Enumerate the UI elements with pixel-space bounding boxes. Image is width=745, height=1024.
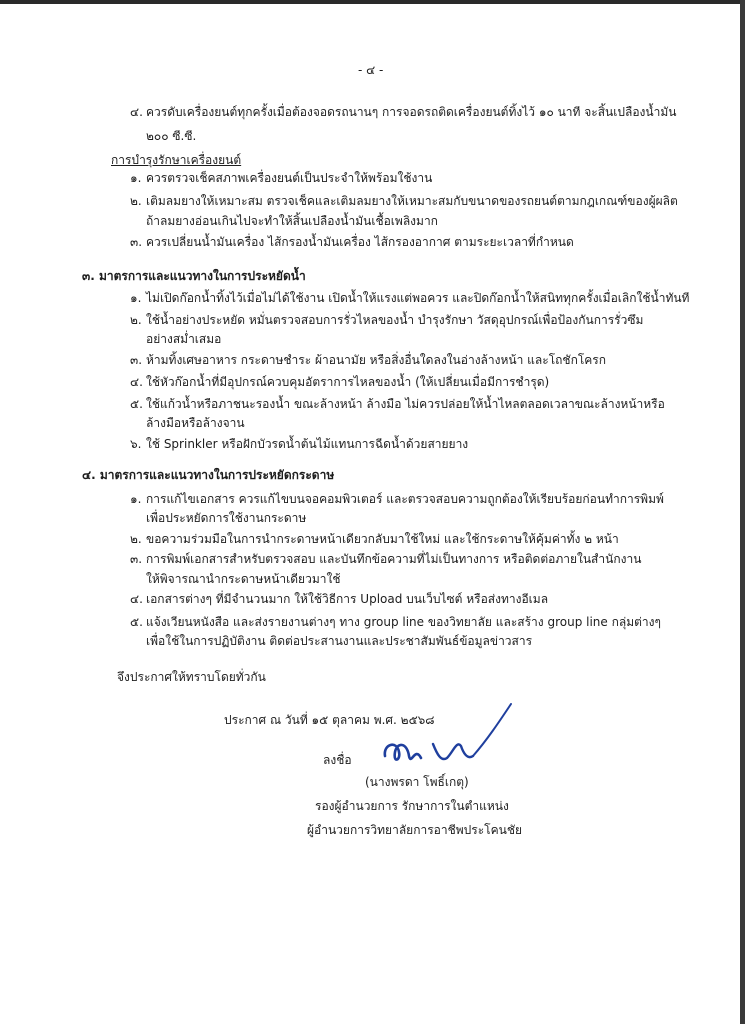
- maintenance-item-3-line-1: ควรเปลี่ยนน้ำมันเครื่อง ไส้กรองน้ำมันเครื่อง ไส้กรองอากาศ ตามระยะเวลาที่กำหนด: [146, 235, 574, 249]
- paper-item-3-line-1: การพิมพ์เอกสารสำหรับตรวจสอบ และบันทึกข้อความที่ไม่เป็นทางการ หรือติดต่อภายในสำนักงาน: [146, 552, 642, 566]
- announcement-date: ประกาศ ณ วันที่ ๑๕ ตุลาคม พ.ศ. ๒๕๖๘: [224, 713, 435, 727]
- water-item-6-line-1: ใช้ Sprinkler หรือฝักบัวรดน้ำต้นไม้แทนการฉีดน้ำด้วยสายยาง: [146, 437, 469, 451]
- signer-name: (นางพรดา โพธิ์เกตุ): [365, 775, 469, 789]
- signature-stroke-1: [385, 745, 421, 760]
- paper-item-5-line-2: เพื่อใช้ในการปฏิบัติงาน ติดต่อประสานงานและประชาสัมพันธ์ข้อมูลข่าวสาร: [146, 634, 533, 648]
- maintenance-item-2-number: ๒.: [130, 194, 142, 208]
- water-item-3-line-1: ห้ามทิ้งเศษอาหาร กระดาษชำระ ผ้าอนามัย หรือสิ่งอื่นใดลงในอ่างล้างหน้า และโถชักโครก: [146, 353, 607, 367]
- fuel-item-4-line-1: ควรดับเครื่องยนต์ทุกครั้งเมื่อต้องจอดรถนานๆ การจอดรถติดเครื่องยนต์ทิ้งไว้ ๑๐ นาที จะสิ้นเปลืองน้ำมัน: [146, 105, 677, 119]
- water-item-1-number: ๑.: [130, 291, 142, 305]
- water-item-2-line-2: อย่างสม่ำเสมอ: [146, 332, 222, 346]
- section-4-heading: ๔. มาตรการและแนวทางในการประหยัดกระดาษ: [82, 468, 335, 482]
- paper-item-1-number: ๑.: [130, 492, 142, 506]
- paper-item-1-line-1: การแก้ไขเอกสาร ควรแก้ไขบนจอคอมพิวเตอร์ และตรวจสอบความถูกต้องให้เรียบร้อยก่อนทำการพิมพ์: [146, 492, 664, 506]
- maintenance-heading: การบำรุงรักษาเครื่องยนต์: [111, 153, 242, 167]
- water-item-1-line-1: ไม่เปิดก๊อกน้ำทิ้งไว้เมื่อไม่ได้ใช้งาน เปิดน้ำให้แรงแต่พอควร และปิดก๊อกน้ำให้สนิททุกครั้งเมื่อเลิกใช้น้ำทันที: [146, 291, 690, 305]
- section-3-heading: ๓. มาตรการและแนวทางในการประหยัดน้ำ: [82, 269, 306, 283]
- signature-stroke-2: [433, 744, 473, 759]
- paper-item-5-number: ๕.: [130, 615, 143, 629]
- signer-title-line-1: รองผู้อำนวยการ รักษาการในตำแหน่ง: [315, 799, 509, 813]
- paper-item-3-number: ๓.: [130, 552, 143, 566]
- water-item-5-number: ๕.: [130, 397, 143, 411]
- paper-item-3-line-2: ให้พิจารณานำกระดาษหน้าเดียวมาใช้: [146, 572, 341, 586]
- page-number: - ๔ -: [358, 63, 384, 77]
- water-item-6-number: ๖.: [130, 437, 142, 451]
- water-item-2-number: ๒.: [130, 313, 142, 327]
- water-item-5-line-2: ล้างมือหรือล้างจาน: [146, 416, 245, 430]
- scan-right-edge: [740, 0, 745, 1024]
- water-item-5-line-1: ใช้แก้วน้ำหรือภาชนะรองน้ำ ขณะล้างหน้า ล้างมือ ไม่ควรปล่อยให้น้ำไหลตลอดเวลาขณะล้างหน้าหรือ: [146, 397, 665, 411]
- sign-label: ลงชื่อ: [323, 753, 352, 767]
- paper-item-1-line-2: เพื่อประหยัดการใช้งานกระดาษ: [146, 511, 307, 525]
- paper-item-4-line-1: เอกสารต่างๆ ที่มีจำนวนมาก ให้ใช้วิธีการ Upload บนเว็บไซต์ หรือส่งทางอีเมล: [146, 592, 549, 606]
- maintenance-item-3-number: ๓.: [130, 235, 143, 249]
- water-item-3-number: ๓.: [130, 353, 143, 367]
- maintenance-item-1-line-1: ควรตรวจเช็คสภาพเครื่องยนต์เป็นประจำให้พร้อมใช้งาน: [146, 171, 433, 185]
- signature-stroke-3: [473, 704, 511, 756]
- paper-item-5-line-1: แจ้งเวียนหนังสือ และส่งรายงานต่างๆ ทาง group line ของวิทยาลัย และสร้าง group line กลุ่มต่างๆ: [146, 615, 661, 629]
- signer-title-line-2: ผู้อำนวยการวิทยาลัยการอาชีพประโคนชัย: [307, 823, 523, 837]
- maintenance-item-1-number: ๑.: [130, 171, 142, 185]
- water-item-4-line-1: ใช้หัวก๊อกน้ำที่มีอุปกรณ์ควบคุมอัตราการไหลของน้ำ (ให้เปลี่ยนเมื่อมีการชำรุด): [146, 375, 550, 389]
- closing-statement: จึงประกาศให้ทราบโดยทั่วกัน: [117, 670, 266, 684]
- maintenance-item-2-line-2: ถ้าลมยางอ่อนเกินไปจะทำให้สิ้นเปลืองน้ำมันเชื้อเพลิงมาก: [146, 214, 438, 228]
- paper-item-2-line-1: ขอความร่วมมือในการนำกระดาษหน้าเดียวกลับมาใช้ใหม่ และใช้กระดาษให้คุ้มค่าทั้ง ๒ หน้า: [146, 532, 619, 546]
- water-item-4-number: ๔.: [130, 375, 143, 389]
- fuel-item-4-line-2: ๒๐๐ ซี.ซี.: [146, 129, 197, 143]
- paper-item-2-number: ๒.: [130, 532, 142, 546]
- water-item-2-line-1: ใช้น้ำอย่างประหยัด หมั่นตรวจสอบการรั่วไหลของน้ำ บำรุงรักษา วัสดุอุปกรณ์เพื่อป้องกันการรั่วซึม: [146, 313, 644, 327]
- fuel-item-4-number: ๔.: [130, 105, 143, 119]
- paper-item-4-number: ๔.: [130, 592, 143, 606]
- scan-top-edge: [0, 0, 745, 4]
- maintenance-item-2-line-1: เติมลมยางให้เหมาะสม ตรวจเช็คและเติมลมยางให้เหมาะสมกับขนาดของรถยนต์ตามกฎเกณฑ์ของผู้ผลิต: [146, 194, 678, 208]
